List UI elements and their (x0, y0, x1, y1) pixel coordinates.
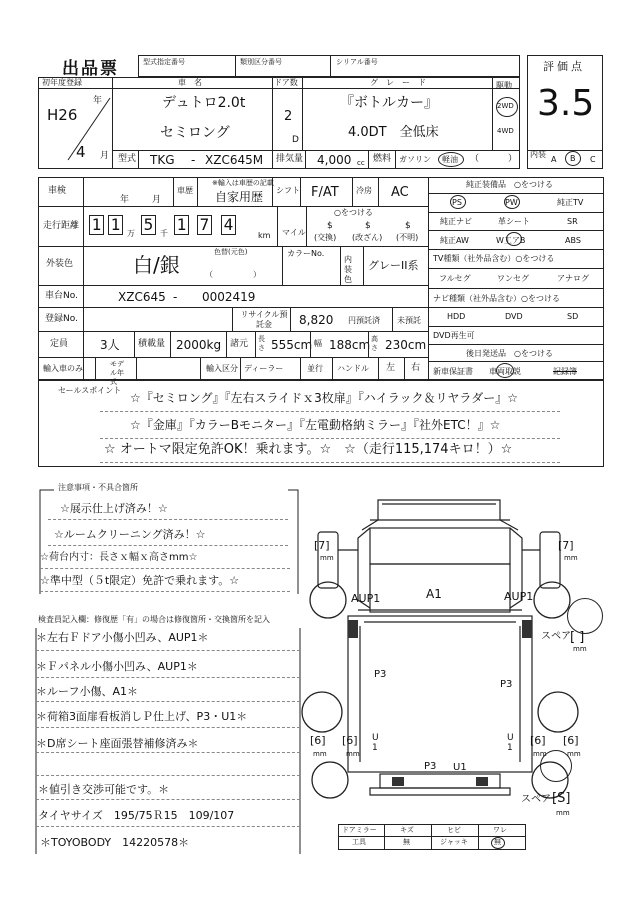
label-aup1-left: AUP1 (351, 592, 381, 605)
nav-sd: SD (567, 312, 579, 321)
doors-label: ドア数 (274, 78, 298, 87)
color-label: 外装色 (46, 259, 74, 269)
car-name: デュトロ2.0t (162, 95, 246, 111)
car-name-label: 車 名 (178, 78, 202, 87)
displacement-value: 4,000 (317, 153, 352, 167)
tools-jack-value: 無 (494, 838, 501, 846)
nav-dvd: DVD (505, 312, 523, 321)
spare-bottom-mm: mm (556, 809, 570, 817)
label-p3-left: P3 (374, 669, 387, 680)
later-warranty: 新車保証書 (433, 367, 473, 376)
spare-bracket-top: [ ] (570, 630, 585, 645)
meter-exchange: (交換) (314, 233, 337, 242)
tire-rear-left-outer: [6] (310, 734, 326, 747)
length-label: 長さ (258, 335, 265, 352)
inspector-line-8: タイヤサイズ 195/75Ｒ15 109/107 (38, 809, 235, 822)
label-a1: A1 (426, 587, 442, 601)
history-value: 自家用歴 (215, 190, 264, 204)
inspector-line-3: ＊ルーフ小傷、A1＊ (36, 685, 138, 698)
drive-2wd: 2WD (497, 102, 514, 110)
equip-aw: 純正AW (440, 236, 469, 245)
load-value: 2000kg (176, 338, 222, 352)
tire-rro-mm: mm (567, 750, 581, 758)
form-title: 出品票 (62, 59, 119, 79)
note-line-1: ☆展示仕上げ済み！☆ (60, 502, 168, 515)
sales-line-2: ☆『金庫』『カラーBモニター』『左電動格納ミラー』『社外ETC！』☆ (130, 418, 501, 432)
capacity-label: 定員 (50, 339, 69, 349)
note-line-4: ☆準中型（５t限定）免許で乗れます。☆ (40, 574, 240, 587)
tv-type-label: TV種類（社外品含む）○をつける (433, 254, 555, 263)
meter-tamper: (改ざん) (352, 233, 383, 242)
tools-jack: ジャッキ (440, 838, 468, 846)
spare-top-mm: mm (573, 645, 587, 653)
equip-pw: PW (505, 198, 518, 207)
equip-tv: 純正TV (557, 198, 584, 207)
fuel-paren-open: （ (470, 154, 480, 164)
ac-label: 冷房 (356, 186, 372, 195)
score-value: 3.5 (537, 83, 595, 124)
equip-sr: SR (567, 217, 578, 226)
spare-label-top: スペア (541, 631, 571, 642)
interior-grade-b: B (570, 154, 576, 163)
tv-analog: アナログ (557, 274, 589, 283)
tire-fl-mm: mm (320, 554, 334, 562)
drive-label: 駆動 (496, 81, 512, 90)
score-label: 評価点 (543, 60, 585, 73)
capacity-value: 3人 (100, 338, 120, 352)
doors-value: 2 (284, 109, 293, 124)
height-value: 230cm (385, 338, 427, 352)
tools-h1: ドアミラー (342, 826, 377, 834)
drive-4wd: 4WD (497, 127, 514, 135)
sales-line-1: ☆『セミロング』『左右スライドｘ3枚扉』『ハイラック＆リヤラダー』☆ (130, 391, 518, 405)
ac-value: AC (391, 185, 409, 200)
color-paren: （ ） (205, 270, 261, 279)
mileage-digit-3: 5 (141, 215, 156, 235)
mileage-label: 走行距離 (43, 221, 80, 231)
shaken-month-unit: 月 (152, 195, 162, 205)
inspector-line-7: ＊値引き交渉可能です。＊ (38, 783, 170, 796)
mileage-digit-4: 1 (174, 215, 189, 235)
shaken-label: 車検 (48, 186, 67, 196)
nav-type-label: ナビ種類（社外品含む）○をつける (433, 294, 560, 303)
spare-bracket-bottom: [S] (552, 791, 571, 806)
label-aup1-right: AUP1 (504, 590, 534, 603)
unit-sen: 千 (160, 229, 168, 238)
interior-color-label: 内装色 (344, 255, 352, 284)
first-reg-label: 初年度登録 (42, 78, 82, 87)
inspector-line-9: ＊TOYOBODY 14220578＊ (40, 836, 190, 849)
handle-label: ハンドル (337, 364, 369, 373)
width-label: 幅 (314, 339, 322, 348)
equip-leather: 革シート (498, 217, 530, 226)
equip-nav: 純正ナビ (440, 217, 472, 226)
fuel-diesel: 軽油 (442, 155, 458, 164)
tools-tool: 工具 (352, 838, 366, 846)
first-reg-month: 4 (76, 143, 86, 161)
category-label: 類別区分番号 (240, 58, 282, 66)
handle-right: 右 (411, 363, 421, 373)
engine-grade: 4.0DT 全低床 (348, 125, 439, 140)
interior-color-value: グレーII系 (368, 259, 419, 272)
dvd-playback-label: DVD再生可 (433, 331, 475, 340)
cc-unit: cc (357, 159, 365, 167)
meter-unknown-mark: $ (405, 221, 411, 231)
equip-abs: ABS (565, 236, 581, 245)
fuel-label: 燃料 (373, 154, 392, 164)
history-note: ※輸入は車歴の記載 (212, 179, 274, 187)
inspector-label: 検査員記入欄：修復歴「有」の場合は修復箇所・交換箇所を記入 (38, 615, 270, 624)
shift-value: F/AT (311, 185, 339, 200)
height-label: 高さ (371, 335, 378, 352)
fuel-paren-close: ） (508, 154, 518, 164)
note-line-3: ☆荷台内寸：長さｘ幅ｘ高さmm☆ (40, 552, 198, 563)
meter-unknown: (不明) (396, 233, 419, 242)
interior-grade-a: A (551, 155, 557, 164)
width-value: 188cm (329, 338, 371, 352)
recycle-status: 未預託 (397, 316, 421, 325)
first-reg-era: H26 (47, 106, 78, 124)
tire-rli-mm: mm (346, 750, 360, 758)
later-records: 記録簿 (553, 367, 577, 376)
unit-km: km (258, 231, 271, 240)
tools-tool-value: 無 (403, 838, 410, 846)
history-label: 車歴 (177, 186, 193, 195)
tire-rri-mm: mm (533, 750, 547, 758)
mile-label: マイル (282, 228, 306, 237)
mileage-digit-2: 1 (108, 215, 123, 235)
chassis-number: 0002419 (202, 290, 256, 304)
recycle-label: リサイクル預託金 (240, 310, 288, 329)
shaken-year-unit: 年 (120, 195, 130, 205)
model-code-label: 型式指定番号 (143, 58, 185, 66)
header-code-row (138, 55, 520, 77)
sales-point-label: セールスポイント (58, 386, 122, 395)
mileage-digit-1: 1 (89, 215, 104, 235)
spare-label-bottom: スペア (521, 794, 551, 805)
interior-grade-c: C (590, 155, 596, 164)
color-no-label: カラーNo. (287, 249, 325, 258)
dims-label: 諸元 (230, 339, 249, 349)
month-unit: 月 (100, 151, 110, 161)
spare-wheel-top (567, 598, 603, 634)
unit-man: 万 (127, 229, 135, 238)
shift-label: シフト (276, 186, 300, 195)
tire-rear-right-outer: [6] (563, 734, 579, 747)
meter-exchange-mark: $ (327, 221, 333, 231)
meter-circle-note: ○をつける (334, 208, 373, 217)
grade-label: グ レ ー ド (370, 78, 426, 87)
tire-front-right: [7] (558, 539, 574, 552)
model-prefix: TKG (150, 153, 175, 167)
inspector-line-2: ＊Ｆパネル小傷小凹み、AUP1＊ (36, 660, 198, 673)
interior-label: 内装 (530, 150, 546, 159)
length-value: 555cm (271, 338, 313, 352)
displacement-label: 排気量 (276, 154, 304, 164)
note-line-2: ☆ルームクリーニング済み！☆ (54, 528, 206, 541)
handle-left: 左 (386, 363, 396, 373)
label-u1-bottom: U1 (453, 762, 467, 773)
model-sep: - (191, 153, 196, 167)
genuine-equipment-label: 純正装備品 ○をつける (466, 180, 553, 189)
inspector-line-1: ＊左右Ｆドア小傷小凹み、AUP1＊ (36, 631, 209, 644)
sales-line-3: ☆ オートマ限定免許OK！乗れます。☆ ☆（走行115,174キロ！）☆ (104, 442, 513, 457)
chassis-label: 車台No. (45, 291, 78, 301)
color-change-note: 色替(元色) (214, 248, 248, 256)
tools-h4: ワレ (493, 826, 507, 834)
notes-label: 注意事項・不具合箇所 (58, 483, 138, 492)
year-unit: 年 (93, 96, 103, 106)
tools-h2: キズ (400, 826, 414, 834)
chassis-model: XZC645 (118, 290, 166, 304)
model-code: XZC645M (205, 153, 264, 167)
recycle-unit: 円預託済 (348, 316, 380, 325)
later-manual: 車両取説 (489, 367, 521, 376)
tire-rlo-mm: mm (313, 750, 327, 758)
model-label: 型式 (118, 154, 137, 164)
nav-hdd: HDD (447, 312, 466, 321)
import-type-parallel: 並行 (307, 364, 323, 373)
tire-rear-right-inner: [6] (530, 734, 546, 747)
model-year-label: モデル年式 (110, 360, 124, 386)
import-only-label: 輸入車のみ (43, 364, 83, 373)
label-u1-left: U 1 (372, 733, 379, 753)
equip-airbag: W工アB (496, 236, 526, 245)
inspector-line-5: ＊D席シート座面張替補修済み＊ (36, 737, 199, 750)
fuel-gasoline: ガソリン (399, 155, 431, 164)
later-shipment-label: 後日発送品 ○をつける (466, 349, 553, 358)
load-label: 積載量 (138, 339, 166, 349)
tire-fr-mm: mm (564, 554, 578, 562)
meter-tamper-mark: $ (365, 221, 371, 231)
mileage-digit-6: 4 (221, 215, 236, 235)
import-type-dealer: ディーラー (244, 364, 284, 373)
tire-rear-left-inner: [6] (342, 734, 358, 747)
equip-ps: PS (452, 198, 462, 207)
label-p3-right: P3 (500, 679, 513, 690)
tv-oneseg: ワンセグ (497, 274, 529, 283)
doors-suffix: D (292, 135, 299, 145)
label-u1-right: U 1 (507, 733, 514, 753)
car-subname: セミロング (160, 125, 230, 141)
grade-value: 『ボトルカー』 (340, 95, 438, 111)
chassis-sep: - (173, 290, 178, 304)
mileage-digit-5: 7 (197, 215, 212, 235)
import-type-label: 輸入区分 (206, 364, 238, 373)
tire-front-left: [7] (314, 539, 330, 552)
label-p3-bottom: P3 (424, 761, 437, 772)
tv-fullseg: フルセグ (439, 274, 471, 283)
recycle-amount: 8,820 (299, 313, 334, 327)
inspector-line-4: ＊荷箱3面扉看板消しＰ仕上げ、P3・U1＊ (36, 710, 248, 723)
reg-no-label: 登録No. (45, 314, 78, 324)
tools-h3: ヒビ (447, 826, 461, 834)
serial-label: シリアル番号 (336, 58, 378, 66)
color-value: 白/銀 (133, 253, 180, 277)
